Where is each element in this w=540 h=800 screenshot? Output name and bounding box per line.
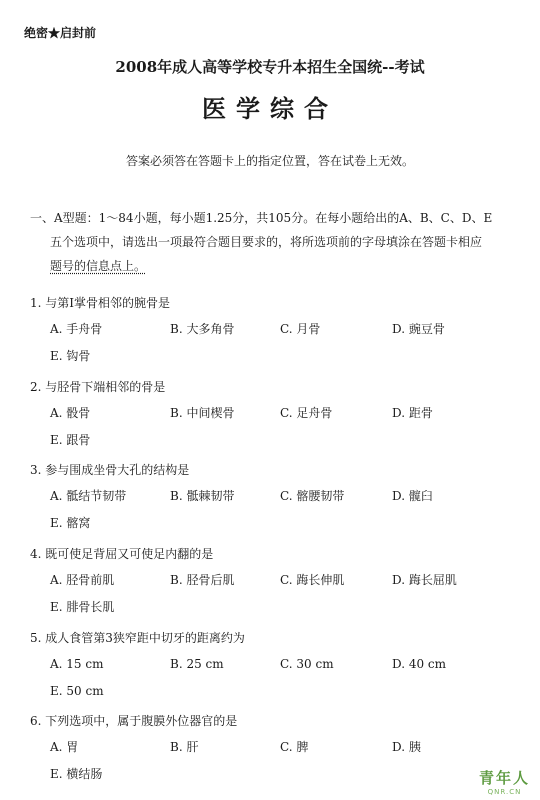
subject-title: 医学综合 xyxy=(202,94,338,123)
option-c: C. 踇长伸肌 xyxy=(280,573,345,587)
option-b: B. 胫骨后肌 xyxy=(170,573,235,587)
watermark-main: 青年人 xyxy=(478,769,530,787)
question-stem: 2. 与胫骨下端相邻的骨是 xyxy=(30,380,166,394)
question-1 xyxy=(30,290,522,370)
option-d: D. 40 cm xyxy=(392,657,447,671)
option-e: E. 腓骨长肌 xyxy=(50,600,115,614)
question-2 xyxy=(30,374,522,454)
answer-notice: 答案必须答在答题卡上的指定位置，答在试卷上无效。 xyxy=(125,154,414,168)
option-a: A. 胫骨前肌 xyxy=(50,573,115,587)
option-d: D. 豌豆骨 xyxy=(392,322,445,336)
section-line-3: 题号的信息点上。 xyxy=(50,259,147,273)
option-b: B. 25 cm xyxy=(170,657,224,671)
option-a: A. 骰骨 xyxy=(50,406,91,420)
option-a: A. 胃 xyxy=(50,740,79,754)
question-stem: 6. 下列选项中，属于腹膜外位器官的是 xyxy=(30,714,238,728)
option-b: B. 骶棘韧带 xyxy=(170,489,235,503)
option-a: A. 15 cm xyxy=(50,657,104,671)
options-row xyxy=(50,316,522,343)
section-line-2: 五个选项中，请选出一项最符合题目要求的，将所选项前的字母填涂在答题卡相应 xyxy=(50,235,483,249)
option-c: C. 30 cm xyxy=(280,657,334,671)
options-row xyxy=(50,651,522,678)
question-stem: 1. 与第Ⅰ掌骨相邻的腕骨是 xyxy=(30,296,171,310)
option-d: D. 距骨 xyxy=(392,406,433,420)
options-row xyxy=(50,427,522,454)
option-b: B. 肝 xyxy=(170,740,199,754)
options-row xyxy=(50,400,522,427)
options-row xyxy=(50,343,522,370)
options-row xyxy=(50,483,522,510)
option-d: D. 踇长屈肌 xyxy=(392,573,457,587)
options-row xyxy=(50,761,522,788)
secret-label: 绝密★启封前 xyxy=(24,26,97,40)
question-6 xyxy=(30,708,522,788)
question-5 xyxy=(30,625,522,705)
options-row xyxy=(50,734,522,761)
options-row xyxy=(50,567,522,594)
section-line-1: 一、A型题：1～84小题，每小题1.25分，共105分。在每小题给出的A、B、C、D、E xyxy=(30,211,493,225)
option-e: E. 50 cm xyxy=(50,684,104,698)
option-c: C. 髂腰韧带 xyxy=(280,489,345,503)
question-stem: 4. 既可使足背屈又可使足内翻的是 xyxy=(30,547,214,561)
option-b: B. 中间楔骨 xyxy=(170,406,235,420)
option-d: D. 胰 xyxy=(392,740,421,754)
option-c: C. 足舟骨 xyxy=(280,406,333,420)
option-e: E. 钩骨 xyxy=(50,349,91,363)
question-3 xyxy=(30,457,522,537)
option-c: C. 脾 xyxy=(280,740,309,754)
exam-title: 2008年成人高等学校专升本招生全国统--考试 xyxy=(115,58,425,76)
question-stem: 3. 参与围成坐骨大孔的结构是 xyxy=(30,463,190,477)
option-c: C. 月骨 xyxy=(280,322,321,336)
question-4 xyxy=(30,541,522,621)
section-instructions xyxy=(30,206,522,278)
watermark-sub: QNR.CN xyxy=(487,788,522,796)
options-row xyxy=(50,594,522,621)
option-e: E. 跟骨 xyxy=(50,433,91,447)
option-b: B. 大多角骨 xyxy=(170,322,235,336)
option-e: E. 横结肠 xyxy=(50,767,103,781)
option-e: E. 髂窝 xyxy=(50,516,91,530)
option-a: A. 骶结节韧带 xyxy=(50,489,127,503)
options-row xyxy=(50,510,522,537)
watermark-logo xyxy=(479,767,530,796)
options-row xyxy=(50,678,522,705)
option-d: D. 髋臼 xyxy=(392,489,433,503)
option-a: A. 手舟骨 xyxy=(50,322,103,336)
question-stem: 5. 成人食管第3狭窄距中切牙的距离约为 xyxy=(30,631,245,645)
